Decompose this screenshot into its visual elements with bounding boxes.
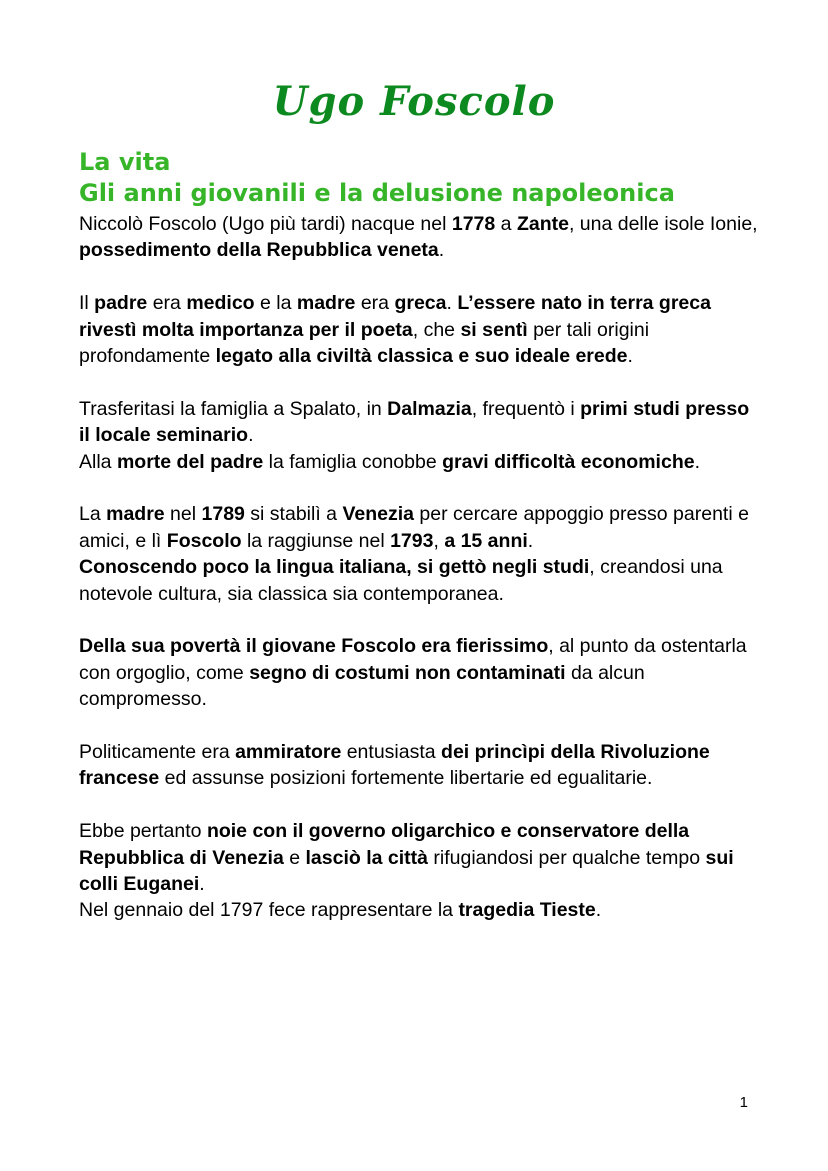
text-run: e la [254,292,297,315]
bold-text-run: padre [94,292,148,315]
text-run: Alla [79,450,117,473]
bold-text-run: madre [106,503,165,526]
text-run: Niccolò Foscolo (Ugo più tardi) nacque nel [79,213,452,235]
text-run: rifugiandosi per qualche tempo [427,846,706,869]
text-run: . [248,424,254,447]
text-run: Trasferitasi la famiglia a Spalato, in [79,397,388,420]
subsection-heading: Gli anni giovanili e la delusione napoleonica [79,179,675,207]
bold-text-run: lasciò la città [305,846,428,869]
bold-text-run: Zante [516,213,569,235]
text-run: . [438,239,445,262]
section-heading: La vita [79,148,171,176]
text-run: e [283,846,306,869]
bold-text-run: L’essere nato in terra greca rivestì molta importanza per il poeta [79,292,711,341]
text-run: . [199,873,205,896]
text-run: ed assunse posizioni fortemente libertarie ed egualitarie. [159,767,653,790]
bold-text-run: Foscolo [166,529,242,552]
text-run: . [694,450,701,473]
bold-text-run: Conoscendo poco la lingua italiana, si gettò negli studi [79,556,590,579]
paragraph [79,449,759,475]
bold-text-run: 1793 [390,529,434,552]
paragraph [79,290,759,369]
bold-text-run: 1789 [201,503,245,526]
bold-text-run: morte del padre [116,450,264,473]
bold-text-run: Della sua povertà il giovane Foscolo era fierissimo [79,635,549,658]
text-run: Nel gennaio del 1797 fece rappresentare la [79,899,459,922]
text-run: per tali origini profondamente [79,318,650,368]
paragraph [79,211,759,264]
bold-text-run: gravi difficoltà economiche [442,450,695,473]
bold-text-run: a 15 anni [444,529,528,552]
text-run: Ebbe pertanto [79,820,207,843]
text-run: . [527,529,534,552]
bold-text-run: dei princìpi della Rivoluzione francese [79,741,710,790]
text-run: Il [79,292,95,315]
bold-text-run: tragedia Tieste [458,899,596,922]
paragraph [79,554,759,607]
text-run: . [627,345,633,368]
bold-text-run: primi studi presso il locale seminario [79,397,750,447]
paragraph [79,897,759,923]
text-run: , al punto da ostentarla con orgoglio, come [79,635,747,684]
bold-text-run: segno di costumi non contaminati [249,661,566,684]
text-run: entusiasta [341,741,442,764]
text-run: era [355,292,395,315]
bold-text-run: Dalmazia [387,397,472,420]
text-run: la famiglia conobbe [263,450,443,473]
bold-text-run: Venezia [342,503,414,526]
text-run: , una delle isole Ionie, [568,213,758,235]
text-run: per cercare appoggio presso parenti e amici, e lì [79,503,749,552]
bold-text-run: madre [296,292,356,315]
bold-text-run: 1778 [451,213,496,235]
paragraph [79,501,759,554]
bold-text-run: si sentì [460,318,528,341]
bold-text-run: ammiratore [235,741,342,764]
page-number: 1 [739,1094,748,1111]
text-run: era [147,292,187,315]
bold-text-run: greca [394,292,447,315]
text-run: la raggiunse nel [241,529,391,552]
text-run: . [446,292,458,315]
bold-text-run: legato alla civiltà classica e suo ideale erede [215,345,628,368]
text-run: , che [412,318,461,341]
paragraph [79,633,759,712]
bold-text-run: possedimento della Repubblica veneta [79,239,439,262]
text-run: da alcun compromesso. [79,661,645,711]
text-run: , [433,529,445,552]
paragraph [79,818,759,897]
page-title: Ugo Foscolo [272,78,556,125]
text-run: La [79,503,107,526]
bold-text-run: medico [186,292,255,315]
text-run: Politicamente era [79,741,236,764]
text-run: nel [164,503,202,526]
text-run: . [595,899,602,922]
body-text [79,211,759,950]
paragraph [79,739,759,792]
text-run: , creandosi una notevole cultura, sia classica sia contemporanea. [79,556,723,605]
bold-text-run: noie con il governo oligarchico e conservatore della Repubblica di Venezia [79,820,690,869]
paragraph [79,396,759,449]
text-run: , frequentò i [471,397,581,420]
text-run: a [495,213,517,235]
bold-text-run: sui colli Euganei [79,846,734,896]
text-run: si stabilì a [244,503,343,526]
